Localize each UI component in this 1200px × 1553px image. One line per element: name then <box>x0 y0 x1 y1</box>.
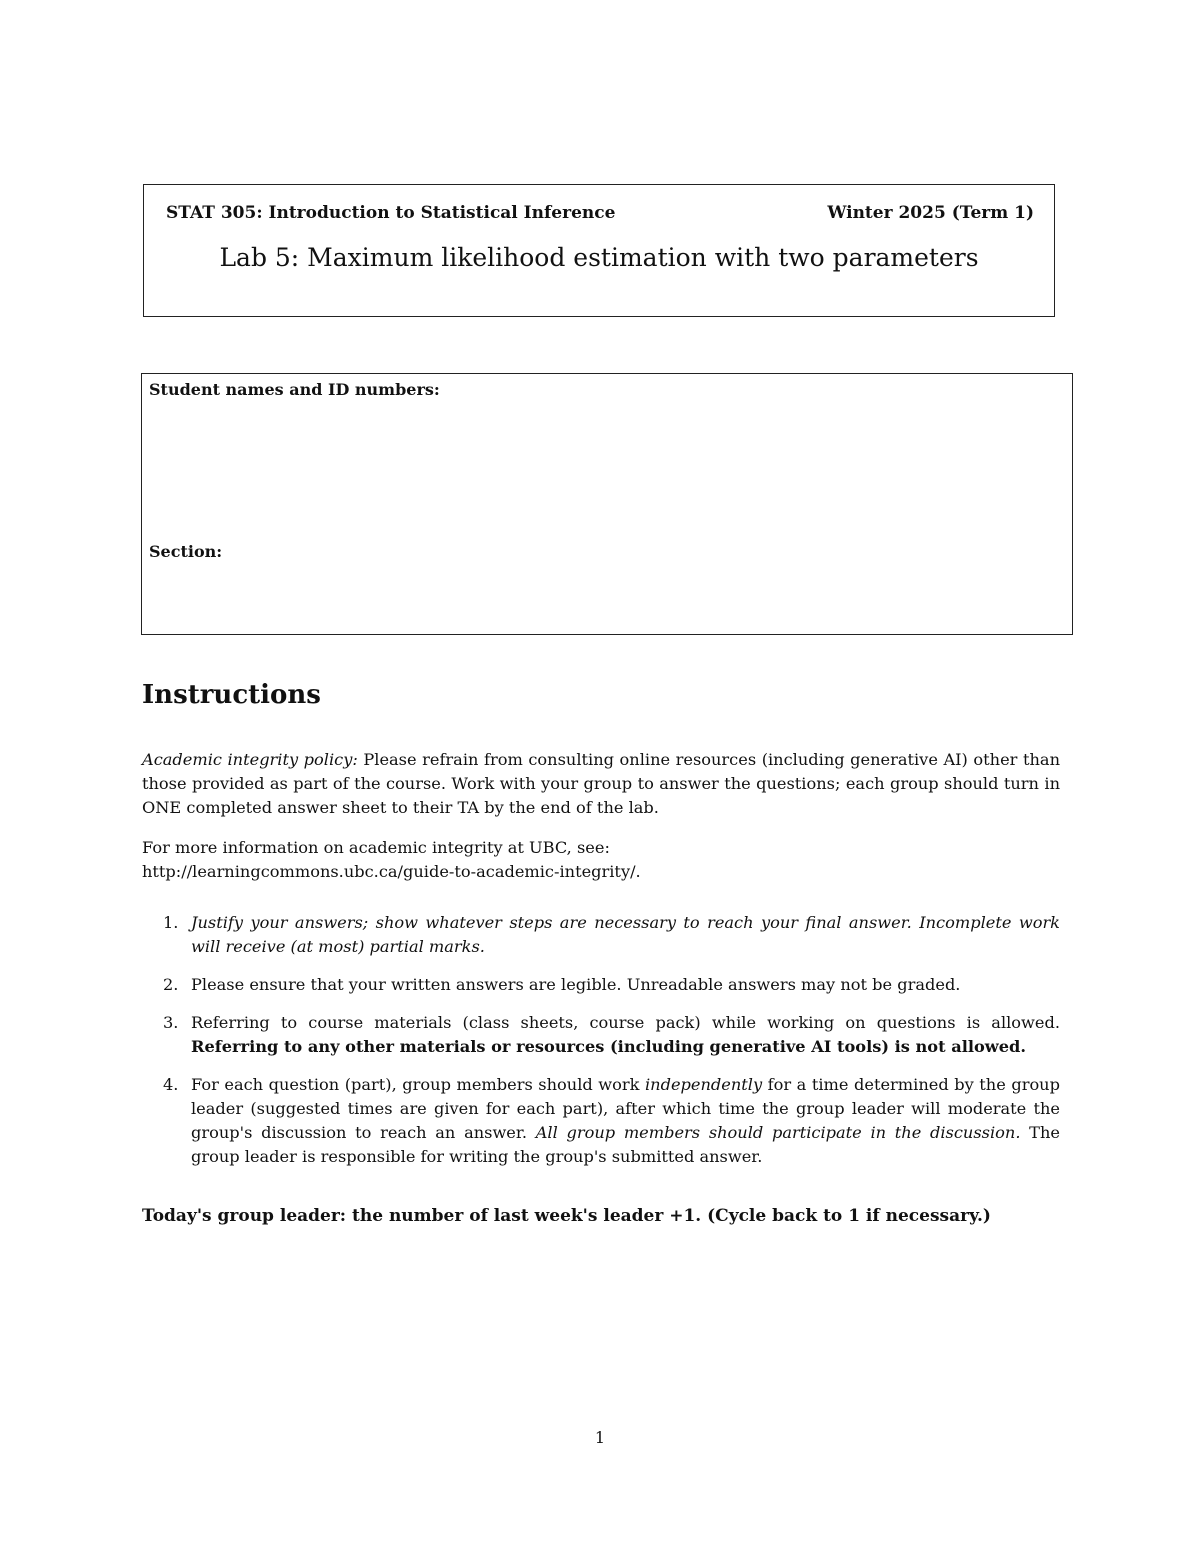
more-info-paragraph <box>142 836 1060 884</box>
list-item-number: 2. <box>163 975 179 994</box>
list-item-text: The group leader is responsible for writing the group's submitted answer. <box>191 1123 1060 1166</box>
list-item <box>142 1011 1060 1059</box>
lab-title: Lab 5: Maximum likelihood estimation with two parameters <box>219 243 979 272</box>
list-item-text: for a time determined by the group leader (suggested times are given for each part), after which time the group leader will moderate the group's discussion to reach an answer. <box>191 1075 1060 1142</box>
list-item-number: 1. <box>163 913 179 932</box>
list-item-text: For each question (part), group members should work <box>191 1075 645 1094</box>
instructions-heading: Instructions <box>142 680 321 710</box>
integrity-url-link[interactable]: http://learningcommons.ubc.ca/guide-to-academic-integrity/. <box>142 862 641 881</box>
list-item-italic: independently <box>644 1075 763 1094</box>
section-label: Section: <box>149 542 223 561</box>
course-header-box <box>143 184 1055 317</box>
page-number: 1 <box>594 1428 606 1447</box>
list-item-number: 4. <box>163 1075 179 1094</box>
student-names-label: Student names and ID numbers: <box>149 380 440 399</box>
list-item-bold: Referring to any other materials or resources (including generative AI tools) is not allowed. <box>191 1037 1026 1056</box>
list-item <box>142 973 1060 997</box>
more-info-text: For more information on academic integrity at UBC, see: <box>142 838 610 857</box>
group-leader-note: Today's group leader: the number of last week's leader +1. (Cycle back to 1 if necessary.) <box>142 1206 991 1226</box>
list-item-italic: Justify your answers; show whatever steps are necessary to reach your final answer. Incomplete work will receive (at most) partial marks. <box>191 913 1060 956</box>
list-item <box>142 1073 1060 1169</box>
integrity-label: Academic integrity policy: <box>142 750 358 769</box>
student-info-box[interactable] <box>141 373 1073 635</box>
list-item-text: Referring to course materials (class sheets, course pack) while working on questions is allowed. <box>191 1013 1060 1032</box>
list-item-italic: All group members should participate in the discussion. <box>535 1123 1021 1142</box>
list-item-text: Please ensure that your written answers are legible. Unreadable answers may not be graded. <box>191 975 961 994</box>
course-title: STAT 305: Introduction to Statistical Inference <box>166 203 616 223</box>
instructions-list <box>142 911 1060 1183</box>
course-term: Winter 2025 (Term 1) <box>827 203 1034 223</box>
integrity-text: Please refrain from consulting online resources (including generative AI) other than those provided as part of the course. Work with your group to answer the questions; each group should turn in ONE completed answer sheet to their TA by the end of the lab. <box>142 750 1060 817</box>
list-item <box>142 911 1060 959</box>
list-item-number: 3. <box>163 1013 179 1032</box>
integrity-paragraph <box>142 748 1060 820</box>
